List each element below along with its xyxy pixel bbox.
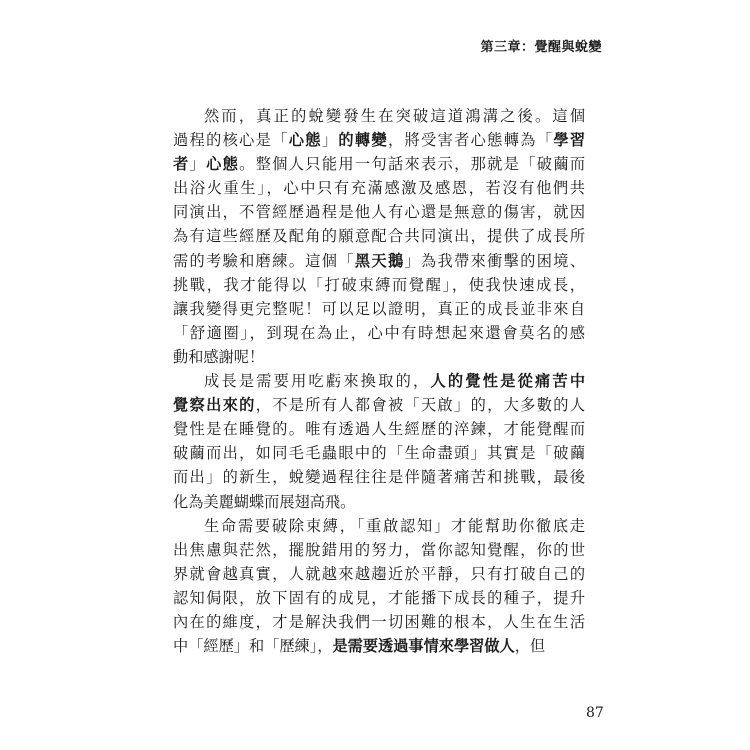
bold-text: 的轉變 bbox=[338, 131, 388, 150]
text-run: 覺性是在睡覺的。唯有透過人生經歷的淬鍊，才能覺醒而 bbox=[173, 420, 585, 439]
text-run: 」 bbox=[321, 131, 339, 150]
text-run: ，將受害者心態轉為「 bbox=[387, 131, 554, 150]
text-run: 然而，真正的蛻變發生在突破這道鴻溝之後。這個 bbox=[204, 107, 585, 125]
text-run: 破繭而出，如同毛毛蟲眼中的「生命盡頭」其實是「破繭 bbox=[173, 444, 585, 463]
text-run: 」 bbox=[189, 155, 207, 174]
paragraph bbox=[173, 514, 585, 659]
text-run: 中「經歷」和「歷練」， bbox=[173, 637, 333, 656]
text-line bbox=[173, 538, 585, 562]
text-run: 需的考驗和磨練。這個「 bbox=[173, 251, 355, 270]
text-line bbox=[173, 417, 585, 441]
bold-text: 學習 bbox=[553, 131, 586, 150]
text-line bbox=[173, 369, 585, 393]
text-line bbox=[173, 610, 585, 634]
text-line bbox=[173, 224, 585, 248]
running-header: 第三章：覺醒與蛻變 bbox=[480, 40, 602, 55]
bold-text: 者 bbox=[173, 155, 190, 174]
text-run: 為有這些經歷及配角的願意配合共同演出，提供了成長所 bbox=[173, 227, 585, 246]
text-run: 」為我帶來衝擊的困境、 bbox=[404, 251, 586, 270]
text-line bbox=[173, 465, 585, 489]
text-run: 過程的核心是「 bbox=[173, 131, 289, 150]
text-run: 讓我變得更完整呢！可以足以證明，真正的成長並非來自 bbox=[173, 299, 585, 318]
text-run: 挑戰，我才能得以「打破束縛而覺醒」，使我快速成長， bbox=[173, 275, 585, 294]
text-line bbox=[173, 176, 585, 200]
text-run: ，不是所有人都會被「天啟」的，大多數的人 bbox=[255, 396, 586, 415]
body-text bbox=[173, 104, 585, 658]
text-line bbox=[173, 249, 585, 273]
text-line bbox=[173, 393, 585, 417]
page-number: 87 bbox=[586, 705, 604, 721]
bold-text: 人的覺性是從痛苦中 bbox=[430, 372, 586, 391]
paragraph bbox=[173, 369, 585, 514]
text-line bbox=[173, 273, 585, 297]
text-run: 。整個人只能用一句話來表示，那就是「破繭而 bbox=[239, 155, 586, 174]
bold-text: 是需要透過事情來學習做人 bbox=[332, 637, 515, 656]
text-line bbox=[173, 345, 585, 369]
text-run: 生命需要破除束縛，「重啟認知」才能幫助你徹底走 bbox=[204, 516, 585, 535]
text-run: 「舒適圈」，到現在為止，心中有時想起來還會莫名的感 bbox=[173, 323, 585, 342]
text-line bbox=[173, 321, 585, 345]
text-run: 內在的維度，才是解決我們一切困難的根本，人生在生活 bbox=[173, 612, 585, 631]
bold-text: 心態 bbox=[288, 131, 322, 150]
text-line bbox=[173, 441, 585, 465]
paragraph bbox=[173, 104, 585, 369]
text-run: 認知侷限，放下固有的成見，才能播下成長的種子，提升 bbox=[173, 588, 585, 607]
text-line bbox=[173, 586, 585, 610]
text-line bbox=[173, 152, 585, 176]
text-run: ，但 bbox=[514, 637, 546, 656]
bold-text: 覺察出來的 bbox=[173, 396, 256, 415]
text-line bbox=[173, 514, 585, 538]
text-line bbox=[173, 104, 585, 128]
text-run: 出浴火重生」，心中只有充滿感激及感恩，若沒有他們共 bbox=[173, 179, 585, 198]
text-run: 動和感謝呢！ bbox=[173, 347, 265, 366]
text-line bbox=[173, 634, 585, 658]
text-line bbox=[173, 128, 585, 152]
bold-text: 心態 bbox=[206, 155, 240, 174]
text-run: 成長是需要用吃虧來換取的， bbox=[204, 372, 431, 391]
text-line bbox=[173, 562, 585, 586]
text-line bbox=[173, 297, 585, 321]
text-line bbox=[173, 490, 585, 514]
text-run: 而出」的新生，蛻變過程往往是伴隨著痛苦和挑戰，最後 bbox=[173, 468, 585, 487]
text-run: 化為美麗蝴蝶而展翅高飛。 bbox=[173, 492, 356, 511]
text-run: 同演出，不管經歷過程是他人有心還是無意的傷害，就因 bbox=[173, 203, 585, 222]
bold-text: 黑天鵝 bbox=[354, 251, 405, 270]
text-run: 界就會越真實，人就越來越趨近於平靜，只有打破自己的 bbox=[173, 564, 585, 583]
text-run: 出焦慮與茫然，擺脫錯用的努力，當你認知覺醒，你的世 bbox=[173, 540, 585, 559]
text-line bbox=[173, 200, 585, 224]
